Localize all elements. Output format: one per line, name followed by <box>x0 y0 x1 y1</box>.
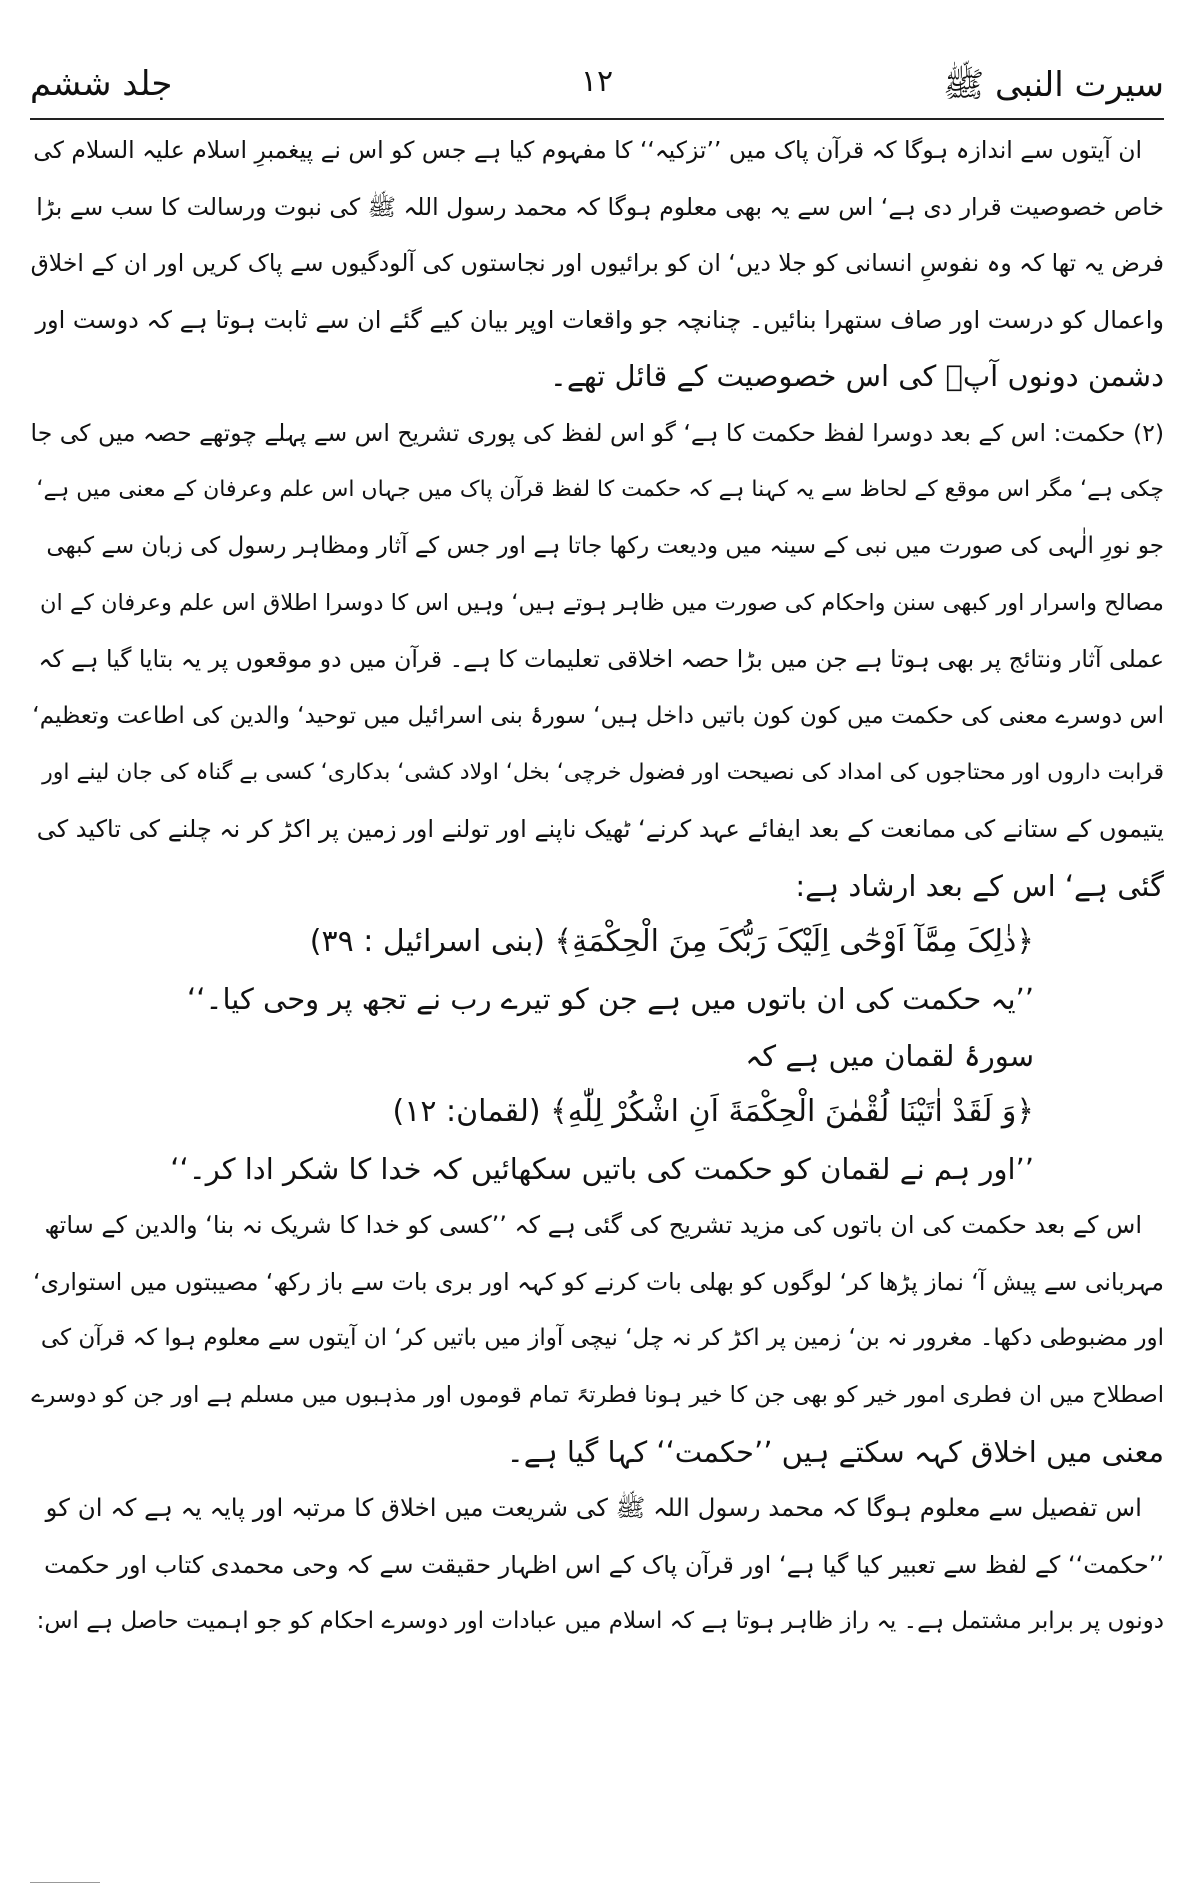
text-line: گئی ہے‘ اس کے بعد ارشاد ہے: <box>795 868 1164 903</box>
page-number: ۱۲ <box>580 64 614 99</box>
text-line: اس دوسرے معنی کی حکمت میں کون کون باتیں داخل ہیں‘ سورۂ بنی اسرائیل میں توحید‘ والدین کی اطاعت وتعظیم‘ <box>32 702 1164 729</box>
text-line: دونوں پر برابر مشتمل ہے۔ یہ راز ظاہر ہوتا ہے کہ اسلام میں عبادات اور دوسرے احکام کو جو اہمیت حاصل ہے اس: <box>36 1608 1164 1635</box>
text-line: مصالح واسرار اور کبھی سنن واحکام کی صورت میں ظاہر ہوتے ہیں‘ وہیں اس کا دوسرا اطلاق اس علم وعرفان کے ان <box>40 589 1164 616</box>
volume-label: جلد ششم <box>30 64 173 104</box>
text-line: سورۂ لقمان میں ہے کہ <box>745 1038 1034 1073</box>
book-title: سیرت النبی ﷺ <box>943 65 1164 105</box>
footer-rule <box>30 1882 100 1883</box>
page-body <box>30 122 1164 1650</box>
text-line: ان آیتوں سے اندازہ ہوگا کہ قرآن پاک میں ’’تزکیہ‘‘ کا مفہوم کیا ہے جس کو اس نے پیغمبرِ اسلام علیہ السلام کی <box>33 136 1142 164</box>
text-line: مہربانی سے پیش آ‘ نماز پڑھا کر‘ لوگوں کو بھلی بات کرنے کو کہہ اور بری بات سے باز رکھ‘ مصیبتوں میں استواری‘ <box>33 1267 1164 1296</box>
text-line: واعمال کو درست اور صاف ستھرا بنائیں۔ چنانچہ جو واقعات اوپر بیان کیے گئے ان سے ثابت ہوتا ہے کہ دوست اور <box>35 305 1164 334</box>
text-line: دشمن دونوں آپؐ کی اس خصوصیت کے قائل تھے۔ <box>549 359 1164 394</box>
text-line: اور مضبوطی دکھا۔ مغرور نہ بن‘ زمین پر اکڑ کر نہ چل‘ نیچی آواز میں باتیں کر‘ ان آیتوں سے معلوم ہوا کہ قرآن کی <box>40 1325 1164 1352</box>
quran-verse-line: ﴿وَ لَقَدْ اٰتَیْنَا لُقْمٰنَ الْحِکْمَةَ اَنِ اشْکُرْ لِلّٰهِ﴾ (لقمان: ۱۲) <box>392 1094 1034 1130</box>
quran-verse-line: ﴿ذٰلِکَ مِمَّآ اَوْحٰٓی اِلَیْکَ رَبُّکَ مِنَ الْحِکْمَةِ﴾ (بنی اسرائیل : ۳۹) <box>309 924 1034 960</box>
text-line: (۲) حکمت: اس کے بعد دوسرا لفظ حکمت کا ہے‘ گو اس لفظ کی پوری تشریح اس سے پہلے چوتھے حصہ میں کی جا <box>30 418 1164 447</box>
text-line: جو نورِ الٰہی کی صورت میں نبی کے سینہ میں ودیعت رکھا جاتا ہے اور جس کے آثار ومظاہر رسول کی زبان سے کبھی <box>46 533 1164 560</box>
text-line: اس تفصیل سے معلوم ہوگا کہ محمد رسول اللہ ﷺ کی شریعت میں اخلاق کا مرتبہ اور پایہ یہ ہے کہ ان کو <box>45 1493 1142 1523</box>
text-line: عملی آثار ونتائج پر بھی ہوتا ہے جن میں بڑا حصہ اخلاقی تعلیمات کا ہے۔ قرآن میں دو موقعوں پر یہ بتایا گیا ہے کہ <box>38 645 1164 674</box>
text-line: اصطلاح میں ان فطری امور خیر کو بھی جن کا خیر ہونا فطرتہً تمام قوموں اور مذہبوں میں مسلم ہے اور جن کو دوسرے <box>31 1382 1164 1409</box>
text-line: قرابت داروں اور محتاجوں کی امداد کی نصیحت اور فضول خرچی‘ بخل‘ اولاد کشی‘ بدکاری‘ کسی بے گناہ کی جان لینے اور <box>42 759 1164 785</box>
text-line: اس کے بعد حکمت کی ان باتوں کی مزید تشریح کی گئی ہے کہ ’’کسی کو خدا کا شریک نہ بنا‘ والدین کے ساتھ <box>44 1211 1142 1240</box>
text-line: خاص خصوصیت قرار دی ہے‘ اس سے یہ بھی معلوم ہوگا کہ محمد رسول اللہ ﷺ کی نبوت ورسالت کا سب سے بڑا <box>36 192 1164 221</box>
translation-line: ’’اور ہم نے لقمان کو حکمت کی باتیں سکھائیں کہ خدا کا شکر ادا کر۔‘‘ <box>170 1151 1034 1186</box>
text-line: یتیموں کے ستانے کی ممانعت کے بعد ایفائے عہد کرنے‘ ٹھیک ناپنے اور تولنے اور زمین پر اکڑ کر نہ چلنے کی تاکید کی <box>36 815 1164 844</box>
text-line: فرض یہ تھا کہ وہ نفوسِ انسانی کو جلا دیں‘ ان کو برائیوں اور نجاستوں کی آلودگیوں سے پاک کریں اور ان کے اخلاق <box>30 249 1164 278</box>
page-header <box>30 58 1164 120</box>
translation-line: ’’یہ حکمت کی ان باتوں میں ہے جن کو تیرے رب نے تجھ پر وحی کیا۔‘‘ <box>187 981 1034 1016</box>
text-line: معنی میں اخلاق کہہ سکتے ہیں ’’حکمت‘‘ کہا گیا ہے۔ <box>506 1434 1164 1469</box>
text-line: ’’حکمت‘‘ کے لفظ سے تعبیر کیا گیا ہے‘ اور قرآن پاک کے اس اظہار حقیقت سے کہ وحی محمدی کتاب اور حکمت <box>44 1550 1164 1579</box>
text-line: چکی ہے‘ مگر اس موقع کے لحاظ سے یہ کہنا ہے کہ حکمت کا لفظ قرآن پاک میں جہاں اس علم وعرفان کے معنی میں ہے‘ <box>36 476 1164 502</box>
